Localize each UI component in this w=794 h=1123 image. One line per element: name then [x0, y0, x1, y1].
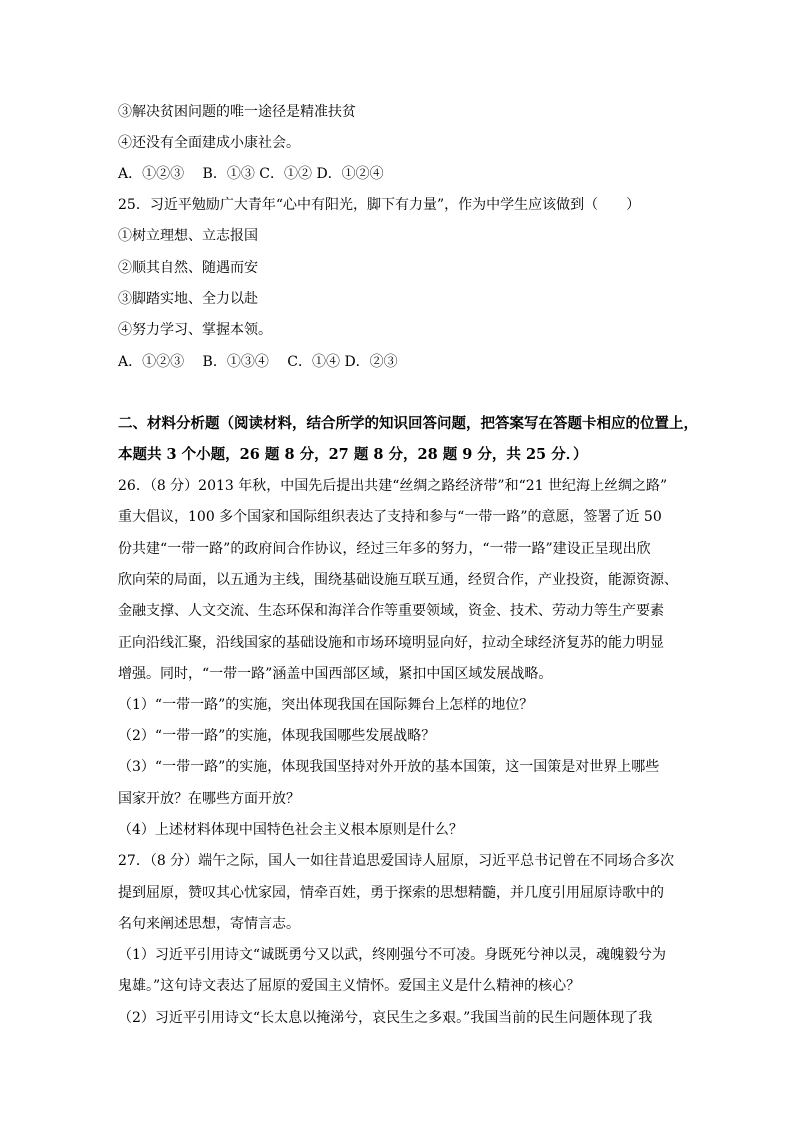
- q25-option-4: ④努力学习、掌握本领。: [118, 322, 272, 338]
- q25-option-1: ①树立理想、立志报国: [118, 228, 258, 244]
- q25-option-2: ②顺其自然、随遇而安: [118, 260, 258, 276]
- q26-question-4: （4）上述材料体现中国特色社会主义根本原则是什么？: [118, 822, 463, 838]
- q27-question-1-continued: 鬼雄。”这句诗文表达了屈原的爱国主义情怀。爱国主义是什么精神的核心？: [118, 978, 581, 994]
- q27-material-line: 27．（8 分）端午之际，国人一如往昔追思爱国诗人屈原，习近平总书记曾在不同场合多次: [118, 853, 675, 869]
- q26-question-3-continued: 国家开放？在哪些方面开放？: [118, 791, 300, 807]
- q26-question-2: （2）“一带一路”的实施，体现我国哪些发展战略？: [118, 728, 436, 744]
- q24-option-4: ④还没有全面建成小康社会。: [118, 135, 300, 151]
- q26-material-line: 份共建“一带一路”的政府间合作协议，经过三年多的努力，“一带一路”建设正呈现出欣: [118, 541, 651, 557]
- q26-material-line: 重大倡议，100 多个国家和国际组织表达了支持和参与“一带一路”的意愿，签署了近 50: [118, 509, 662, 525]
- q26-material-line: 26．（8 分）2013 年秋，中国先后提出共建“丝绸之路经济带”和“21 世纪海上丝绸之路”: [118, 478, 668, 494]
- q26-question-1: （1）“一带一路”的实施，突出体现我国在国际舞台上怎样的地位？: [118, 697, 534, 713]
- q27-question-1: （1）习近平引用诗文“诚既勇兮又以武，终刚强兮不可凌。身既死兮神以灵，魂魄毅兮为: [118, 947, 667, 963]
- q25-stem: 25．习近平勉励广大青年“心中有阳光，脚下有力量”，作为中学生应该做到（ ）: [118, 197, 641, 213]
- q26-material-line: 欣向荣的局面，以五通为主线，围绕基础设施互联互通，经贸合作，产业投资，能源资源、: [118, 572, 678, 588]
- q26-material-line: 正向沿线汇聚，沿线国家的基础设施和市场环境明显向好，拉动全球经济复苏的能力明显: [118, 635, 664, 651]
- q25-answer-choices: A．①②③ B．①③④ C．①④ D．②③: [118, 354, 398, 370]
- q26-question-3: （3）“一带一路”的实施，体现我国坚持对外开放的基本国策，这一国策是对世界上哪些: [118, 759, 660, 775]
- section-heading-line-1: 二、材料分析题（阅读材料，结合所学的知识回答问题，把答案写在答题卡相应的位置上，: [118, 415, 698, 432]
- q27-question-2: （2）习近平引用诗文“长太息以掩涕兮，哀民生之多艰。”我国当前的民生问题体现了我: [118, 1010, 653, 1026]
- q26-material-line: 增强。同时，“一带一路”涵盖中国西部区域，紧扣中国区域发展战略。: [118, 666, 553, 682]
- q27-material-line: 名句来阐述思想，寄情言志。: [118, 916, 300, 932]
- q26-material-line: 金融支撑、人文交流、生态环保和海洋合作等重要领域，资金、技术、劳动力等生产要素: [118, 603, 664, 619]
- section-heading-line-2: 本题共 3 个小题，26 题 8 分，27 题 8 分，28 题 9 分，共 25 分．）: [118, 446, 588, 463]
- q24-option-3: ③解决贫困问题的唯一途径是精准扶贫: [118, 104, 356, 120]
- q25-option-3: ③脚踏实地、全力以赴: [118, 291, 258, 307]
- q27-material-line: 提到屈原，赞叹其心忧家园，情牵百姓，勇于探索的思想精髓，并几度引用屈原诗歌中的: [118, 885, 664, 901]
- q24-answer-choices: A．①②③ B．①③ C．①② D．①②④: [118, 166, 384, 182]
